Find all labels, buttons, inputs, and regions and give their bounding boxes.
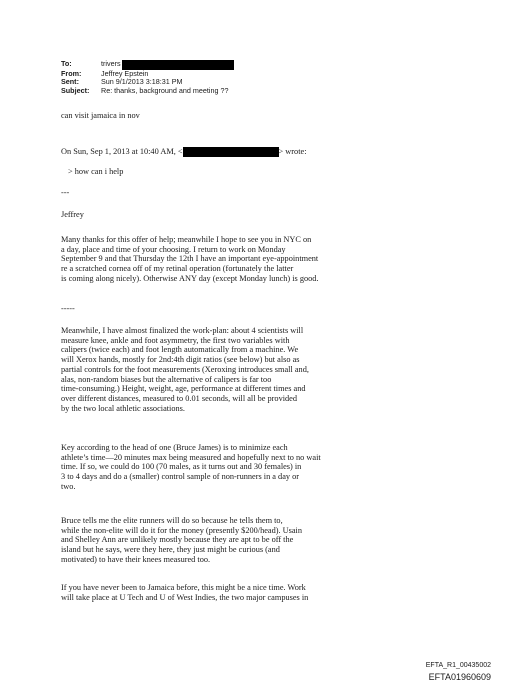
text-line: If you have never been to Jamaica before, this might be a nice time. Work — [61, 583, 306, 592]
separator: --- — [61, 188, 70, 197]
text-line: partial controls for the foot measurements (Xeroxing introduces small and, — [61, 364, 309, 374]
text-line: motivated) to have their knees measured too. — [61, 554, 211, 564]
text-line: a day, place and time of your choosing. I return to work on Monday — [61, 244, 286, 254]
paragraph-4 — [61, 516, 302, 565]
from-label: From: — [61, 69, 82, 78]
footer-id-2: EFTA01960609 — [428, 672, 491, 682]
quote-intro — [61, 147, 307, 157]
subject-row — [61, 87, 234, 95]
to-value: trivers — [101, 59, 121, 68]
subject-value: Re: thanks, background and meeting ?? — [101, 85, 229, 95]
paragraph-1 — [61, 235, 319, 284]
text-line: Bruce tells me the elite runners will do so because he tells them to, — [61, 516, 283, 525]
text-line: and Shelley Ann are unlikely mostly because they are apt to be off the — [61, 535, 294, 545]
paragraph-2 — [61, 326, 309, 413]
text-line: re a scratched cornea off of my retinal operation (fortunately the latter — [61, 264, 294, 274]
text-line: athlete’s time—20 minutes max being measured and hopefully next to no wait — [61, 452, 321, 462]
sent-value: Sun 9/1/2013 3:18:31 PM — [101, 77, 183, 87]
email-header — [61, 60, 234, 95]
quote-intro-text: On Sun, Sep 1, 2013 at 10:40 AM, < — [61, 147, 183, 156]
text-line: measure knee, ankle and foot asymmetry, the first two variables with — [61, 335, 290, 345]
paragraph-3 — [61, 443, 321, 492]
quote-intro-end: > wrote: — [278, 147, 307, 156]
text-line: alas, non-random biases but the alternative of calipers is far too — [61, 374, 272, 384]
text-line: by the two local athletic associations. — [61, 403, 185, 413]
text-line: over different distances, measured to 0.01 seconds, will all be provided — [61, 393, 298, 403]
text-line: is coming along nicely). Otherwise ANY day (except Monday lunch) is good. — [61, 273, 319, 283]
reply-line: can visit jamaica in nov — [61, 111, 140, 120]
paragraph-5 — [61, 583, 308, 602]
text-line: island but he says, were they here, they just might be curious (and — [61, 545, 280, 555]
text-line: time. If so, we could do 100 (70 males, as it turns out and 30 females) in — [61, 462, 302, 472]
subject-label: Subject: — [61, 85, 90, 95]
text-line: time-consuming.) Height, weight, age, performance at different times and — [61, 384, 306, 394]
greeting: Jeffrey — [61, 210, 84, 219]
from-value: Jeffrey Epstein — [101, 69, 149, 78]
to-label: To: — [61, 59, 72, 68]
text-line: Many thanks for this offer of help; meanwhile I hope to see you in NYC on — [61, 235, 312, 244]
text-line: 3 to 4 days and do a (smaller) control sample of non-runners in a day or — [61, 472, 300, 482]
quoted-line: > how can i help — [68, 167, 124, 176]
text-line: two. — [61, 481, 76, 491]
separator: ----- — [61, 304, 75, 313]
text-line: will take place at U Tech and U of West Indies, the two major campuses in — [61, 592, 309, 602]
text-line: calipers (twice each) and foot length automatically from a machine. We — [61, 345, 299, 355]
text-line: will Xerox hands, mostly for 2nd:4th digit ratios (see below) but also as — [61, 355, 300, 365]
footer-id-1: EFTA_R1_00435002 — [425, 662, 491, 669]
text-line: Meanwhile, I have almost finalized the work-plan: about 4 scientists will — [61, 326, 304, 335]
redaction-box — [183, 147, 279, 157]
sent-label: Sent: — [61, 77, 79, 87]
text-line: Key according to the head of one (Bruce James) is to minimize each — [61, 443, 288, 452]
text-line: September 9 and that Thursday the 12th I have an important eye-appointment — [61, 254, 319, 264]
text-line: while the non-elite will do it for the money (presently $200/head). Usain — [61, 525, 303, 535]
